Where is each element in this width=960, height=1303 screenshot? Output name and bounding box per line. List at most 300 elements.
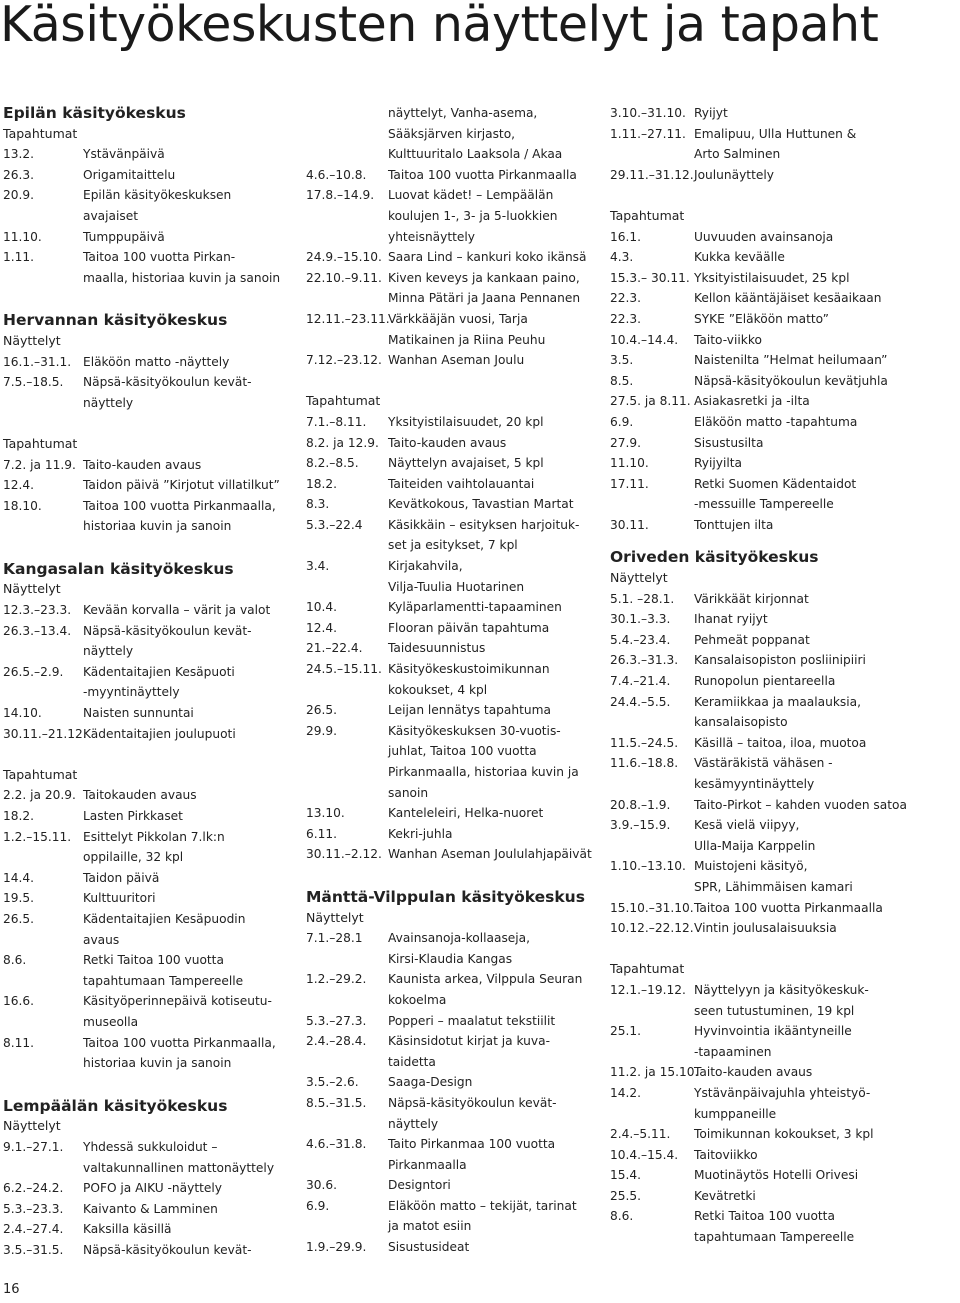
event-description: Ryijyilta xyxy=(694,456,743,471)
event-date: 11.10. xyxy=(3,229,42,244)
event-date: 30.11. xyxy=(610,517,649,532)
event-row xyxy=(306,268,598,309)
event-row xyxy=(610,1021,910,1062)
event-row xyxy=(610,412,910,433)
event-date: 26.5.–2.9. xyxy=(3,664,64,679)
event-description: Esittelyt Pikkolan 7.lk:n oppilaille, 32 kpl xyxy=(83,829,225,865)
event-row xyxy=(3,1219,293,1240)
event-description: Asiakasretki ja -ilta xyxy=(694,394,810,409)
event-date: 8.5.–31.5. xyxy=(306,1095,367,1110)
event-date: 3.5. xyxy=(610,353,634,368)
event-row xyxy=(610,1062,910,1083)
page-number: 16 xyxy=(3,1282,20,1297)
event-date: 13.2. xyxy=(3,147,35,162)
event-date: 12.4. xyxy=(306,620,338,635)
event-row xyxy=(610,268,910,289)
event-description: Käsikkäin – esityksen harjoituk- set ja esitykset, 7 kpl xyxy=(388,517,580,553)
subsection-label: Tapahtumat xyxy=(610,207,685,223)
event-date: 30.11.–21.12. xyxy=(3,726,87,741)
event-row xyxy=(3,785,293,806)
event-row xyxy=(3,185,293,226)
event-date: 27.5. ja 8.11. xyxy=(610,394,691,409)
event-row xyxy=(306,1134,598,1175)
event-description: Epilän käsityökeskuksen avajaiset xyxy=(83,188,232,223)
event-description: Kukka keväälle xyxy=(694,250,785,265)
event-row xyxy=(3,372,293,413)
event-row xyxy=(3,352,293,373)
event-row xyxy=(610,288,910,309)
page-title: Käsityökeskusten näyttelyt ja tapaht xyxy=(0,0,879,53)
event-date: 10.12.–22.12. xyxy=(610,921,694,936)
section-title: Lempäälän käsityökeskus xyxy=(3,1096,228,1115)
column-2 xyxy=(306,103,598,1258)
event-description: Taito-kauden avaus xyxy=(83,457,202,472)
event-row xyxy=(306,700,598,721)
event-date: 11.2. ja 15.10. xyxy=(610,1065,699,1080)
event-date: 5.3.–27.3. xyxy=(306,1013,367,1028)
event-row xyxy=(306,412,598,433)
event-description: Taitoa 100 vuotta Pirkanmaalla, historiaa kuvin ja sanoin xyxy=(83,1035,276,1071)
event-description: Näpsä-käsityökoulun kevät- näyttely xyxy=(388,1095,557,1131)
event-description: Toimikunnan kokoukset, 3 kpl xyxy=(694,1127,874,1142)
event-description: Käsityökeskustoimikunnan kokoukset, 4 kpl xyxy=(388,662,550,697)
subsection-label: Näyttelyt xyxy=(306,909,364,925)
event-row xyxy=(3,991,293,1032)
event-description: Näpsä-käsityökoulun kevät- näyttely xyxy=(83,623,252,659)
event-description: Saara Lind – kankuri koko ikänsä xyxy=(388,250,587,265)
event-date: 5.3.–22.4 xyxy=(306,517,363,532)
event-description: Kiven keveys ja kankaan paino, Minna Pätäri ja Jaana Pennanen xyxy=(388,270,581,306)
event-description: Näyttelyyn ja käsityökeskuk- seen tutustuminen, 19 kpl xyxy=(694,982,869,1018)
event-description: Pehmeät poppanat xyxy=(694,632,810,647)
event-description: Retki Taitoa 100 vuotta tapahtumaan Tampereelle xyxy=(694,1209,855,1245)
event-date: 29.11.–31.12. xyxy=(610,167,694,182)
event-row xyxy=(3,1178,293,1199)
event-row xyxy=(3,868,293,889)
event-date: 29.9. xyxy=(306,723,338,738)
event-row xyxy=(610,1124,910,1145)
event-description: Emalipuu, Ulla Huttunen & Arto Salminen xyxy=(694,126,857,162)
event-row xyxy=(610,391,910,412)
event-date: 2.2. ja 20.9. xyxy=(3,788,76,803)
event-date: 8.6. xyxy=(3,953,27,968)
event-description: Taito-viikko xyxy=(694,332,762,347)
event-description: Kaunista arkea, Vilppula Seuran kokoelma xyxy=(388,972,583,1007)
event-description: Käsillä – taitoa, iloa, muotoa xyxy=(694,735,867,750)
event-date: 24.5.–15.11. xyxy=(306,662,382,677)
event-description: Taiteiden vaihtolauantai xyxy=(388,476,535,491)
event-description: Tumppupäivä xyxy=(83,229,165,244)
section-title: Kangasalan käsityökeskus xyxy=(3,559,234,578)
event-description: Taitoa 100 vuotta Pirkanmaalla xyxy=(388,167,577,182)
event-description: Taitoviikko xyxy=(694,1147,758,1162)
event-row xyxy=(3,827,293,868)
event-row xyxy=(306,824,598,845)
event-date: 26.5. xyxy=(306,703,338,718)
event-description: Kädentaitajien Kesäpuodin avaus xyxy=(83,911,246,947)
event-date: 8.5. xyxy=(610,373,634,388)
event-row xyxy=(306,1175,598,1196)
event-row xyxy=(3,724,293,745)
event-row xyxy=(610,589,910,610)
event-description: Yhdessä sukkuloidut – valtakunnallinen mattonäyttely xyxy=(83,1139,275,1175)
subsection-label: Näyttelyt xyxy=(3,581,61,597)
event-description: Avainsanoja-kollaaseja, Kirsi-Klaudia Kangas xyxy=(388,931,531,966)
event-row xyxy=(306,165,598,186)
event-date: 3.10.–31.10. xyxy=(610,106,686,120)
event-description: Kevään korvalla – värit ja valot xyxy=(83,603,271,618)
event-description: Muotinäytös Hotelli Orivesi xyxy=(694,1168,859,1183)
event-row xyxy=(610,1083,910,1124)
event-row xyxy=(610,650,910,671)
event-row xyxy=(306,1196,598,1237)
event-date: 17.11. xyxy=(610,476,649,491)
event-description: näyttelyt, Vanha-asema, Sääksjärven kirjasto, Kulttuuritalo Laaksola / Akaa xyxy=(388,106,563,162)
event-row xyxy=(3,600,293,621)
event-date: 14.10. xyxy=(3,706,42,721)
event-date: 26.3.–31.3. xyxy=(610,653,679,668)
event-date: 1.11.–27.11. xyxy=(610,126,686,141)
event-date: 14.4. xyxy=(3,870,35,885)
event-row xyxy=(3,950,293,991)
event-date: 7.12.–23.12. xyxy=(306,353,382,368)
event-description: Tonttujen ilta xyxy=(694,517,774,532)
event-row xyxy=(3,475,293,496)
event-date: 10.4.–14.4. xyxy=(610,332,679,347)
event-description: Näpsä-käsityökoulun kevät- näyttely xyxy=(83,375,252,410)
event-date: 15.4. xyxy=(610,1168,642,1183)
event-date: 10.4. xyxy=(306,600,338,615)
event-description: Ystävänpäivajuhla yhteistyö- kumppaneille xyxy=(694,1085,871,1121)
event-row xyxy=(610,474,910,515)
event-date: 22.10.–9.11. xyxy=(306,270,382,285)
event-row xyxy=(610,1165,910,1186)
event-date: 30.6. xyxy=(306,1178,338,1193)
event-description: Kaivanto & Lamminen xyxy=(83,1201,218,1216)
event-row xyxy=(3,909,293,950)
event-date: 6.2.–24.2. xyxy=(3,1181,64,1196)
event-description: Retki Taitoa 100 vuotta tapahtumaan Tampereelle xyxy=(83,953,244,988)
event-description: Wanhan Aseman Joulu xyxy=(388,353,525,368)
event-description: Saaga-Design xyxy=(388,1075,473,1090)
event-date: 5.1. –28.1. xyxy=(610,591,675,606)
event-row xyxy=(3,247,293,288)
event-row xyxy=(306,618,598,639)
event-date: 20.8.–1.9. xyxy=(610,797,671,812)
event-description: Kekri-juhla xyxy=(388,826,453,841)
event-row xyxy=(3,144,293,165)
event-row xyxy=(306,1237,598,1258)
event-date: 3.5.–31.5. xyxy=(3,1242,64,1257)
event-description: Värkkääjän vuosi, Tarja Matikainen ja Riina Peuhu xyxy=(388,311,546,347)
event-row xyxy=(306,247,598,268)
event-description: Käsityökeskuksen 30-vuotis- juhlat, Taitoa 100 vuotta Pirkanmaalla, historiaa kuvin ja sanoin xyxy=(388,723,579,800)
event-row xyxy=(306,1031,598,1072)
event-description: Taidon päivä ”Kirjotut villatilkut” xyxy=(83,478,280,493)
subsection-label: Tapahtumat xyxy=(610,961,685,977)
event-row xyxy=(610,1186,910,1207)
event-row xyxy=(306,1093,598,1134)
event-date: 8.2. ja 12.9. xyxy=(306,435,379,450)
event-description: Sisustusilta xyxy=(694,435,764,450)
event-description: Ryijyt xyxy=(694,106,728,120)
event-row xyxy=(306,1011,598,1032)
event-description: Taito-Pirkot – kahden vuoden satoa xyxy=(694,797,907,812)
event-date: 8.3. xyxy=(306,497,330,512)
event-date: 5.4.–23.4. xyxy=(610,632,671,647)
event-row xyxy=(306,350,598,371)
event-row xyxy=(3,1199,293,1220)
event-date xyxy=(306,103,388,165)
event-date: 19.5. xyxy=(3,891,35,906)
event-row xyxy=(3,1033,293,1074)
event-date: 24.4.–5.5. xyxy=(610,694,671,709)
event-date: 17.8.–14.9. xyxy=(306,188,375,203)
event-date: 2.4.–28.4. xyxy=(306,1034,367,1049)
event-date: 13.10. xyxy=(306,806,345,821)
event-description: Popperi – maalatut tekstiilit xyxy=(388,1013,556,1028)
event-description: Lasten Pirkkaset xyxy=(83,809,183,823)
event-description: Leijan lennätys tapahtuma xyxy=(388,703,551,718)
event-row xyxy=(3,621,293,662)
event-description: Käsityöperinnepäivä kotiseutu- museolla xyxy=(83,994,272,1029)
column-1 xyxy=(3,103,293,1260)
event-date: 4.6.–31.8. xyxy=(306,1137,367,1152)
event-row xyxy=(610,515,910,536)
event-description: Joulunäyttely xyxy=(694,167,774,182)
event-description: POFO ja AIKU -näyttely xyxy=(83,1181,222,1196)
event-description: Sisustusideat xyxy=(388,1240,470,1255)
event-description: Ihanat ryijyt xyxy=(694,612,768,627)
event-row xyxy=(610,371,910,392)
event-description: Taidesuunnistus xyxy=(388,641,486,656)
event-date: 12.1.–19.12. xyxy=(610,982,686,997)
event-row xyxy=(3,227,293,248)
event-date: 16.1. xyxy=(610,229,642,244)
event-description: Kellon kääntäjäiset kesäaikaan xyxy=(694,291,882,306)
event-date: 7.5.–18.5. xyxy=(3,375,64,390)
event-date: 22.3. xyxy=(610,311,642,326)
event-description: Kulttuuritori xyxy=(83,891,156,906)
event-description: Kevätkokous, Tavastian Martat xyxy=(388,497,574,512)
event-row xyxy=(306,556,598,597)
event-row xyxy=(3,496,293,537)
event-description: Flooran päivän tapahtuma xyxy=(388,620,550,635)
event-description: Näpsä-käsityökoulun kevät- xyxy=(83,1242,252,1257)
event-row xyxy=(610,124,910,165)
event-description: Kädentaitajien joulupuoti xyxy=(83,726,236,741)
event-description: Kirjakahvila, Vilja-Tuulia Huotarinen xyxy=(388,559,525,594)
event-description: Näyttelyn avajaiset, 5 kpl xyxy=(388,456,544,471)
event-row xyxy=(610,630,910,651)
event-date: 15.10.–31.10. xyxy=(610,900,694,915)
event-row xyxy=(3,703,293,724)
event-date: 15.3.– 30.11. xyxy=(610,270,690,285)
event-date: 1.10.–13.10. xyxy=(610,859,686,874)
event-row xyxy=(610,918,910,939)
event-date: 2.4.–27.4. xyxy=(3,1222,64,1237)
event-description: Yksityistilaisuudet, 20 kpl xyxy=(388,414,544,429)
event-row xyxy=(610,856,910,897)
event-date: 21.–22.4. xyxy=(306,641,363,656)
event-description: Uuvuuden avainsanoja xyxy=(694,229,834,244)
event-row xyxy=(3,1240,293,1261)
event-date: 3.9.–15.9. xyxy=(610,818,671,833)
event-description: Kansalaisopiston posliinipiiri xyxy=(694,653,866,668)
event-row xyxy=(610,453,910,474)
event-date: 12.11.–23.11. xyxy=(306,311,390,326)
event-row xyxy=(3,662,293,703)
event-date: 3.5.–2.6. xyxy=(306,1075,359,1090)
event-description: Näpsä-käsityökoulun kevätjuhla xyxy=(694,373,888,388)
event-date: 11.10. xyxy=(610,456,649,471)
event-description: Eläköön matto – tekijät, tarinat ja matot esiin xyxy=(388,1198,577,1234)
event-date: 1.11. xyxy=(3,250,35,265)
event-row xyxy=(306,309,598,350)
event-date: 20.9. xyxy=(3,188,35,203)
event-date: 6.9. xyxy=(610,414,634,429)
event-description: Taitokauden avaus xyxy=(83,788,197,803)
event-description: Kanteleleiri, Helka-nuoret xyxy=(388,806,544,821)
event-date: 11.5.–24.5. xyxy=(610,735,679,750)
event-date: 11.6.–18.8. xyxy=(610,756,679,771)
event-date: 7.1.–8.11. xyxy=(306,414,367,429)
event-row xyxy=(610,433,910,454)
event-description: Taito Pirkanmaa 100 vuotta Pirkanmaalla xyxy=(388,1137,556,1172)
event-row xyxy=(3,806,293,827)
event-description: Keramiikkaa ja maalauksia, kansalaisopisto xyxy=(694,694,861,730)
event-description: Kyläparlamentti-tapaaminen xyxy=(388,600,562,615)
event-row xyxy=(610,1206,910,1247)
event-row xyxy=(610,103,910,124)
event-row xyxy=(610,692,910,733)
subsection-label: Näyttelyt xyxy=(3,1118,61,1134)
event-description: Taito-kauden avaus xyxy=(694,1065,813,1080)
event-date: 4.3. xyxy=(610,250,634,265)
event-description: Kevätretki xyxy=(694,1188,756,1203)
section-title: Epilän käsityökeskus xyxy=(3,104,186,122)
event-description: Hyvinvointia ikääntyneille -tapaaminen xyxy=(694,1024,852,1059)
event-row xyxy=(306,928,598,969)
event-date: 16.1.–31.1. xyxy=(3,354,72,369)
subsection-label: Tapahtumat xyxy=(3,766,78,782)
event-description: Origamitaittelu xyxy=(83,167,176,182)
event-date: 10.4.–15.4. xyxy=(610,1147,679,1162)
event-row xyxy=(610,1145,910,1166)
event-row xyxy=(3,888,293,909)
event-date: 26.3.–13.4. xyxy=(3,623,72,638)
event-row xyxy=(3,165,293,186)
event-date: 18.10. xyxy=(3,498,42,513)
event-row xyxy=(306,1072,598,1093)
event-row xyxy=(306,103,598,165)
event-description: Taitoa 100 vuotta Pirkanmaalla, historiaa kuvin ja sanoin xyxy=(83,498,276,534)
event-row xyxy=(306,969,598,1010)
event-date: 8.6. xyxy=(610,1209,634,1224)
event-description: Muistojeni käsityö, SPR, Lähimmäisen kamari xyxy=(694,859,853,894)
event-row xyxy=(306,721,598,803)
event-date: 7.4.–21.4. xyxy=(610,674,671,689)
event-row xyxy=(610,330,910,351)
event-date: 25.5. xyxy=(610,1188,642,1203)
event-description: Vintin joulusalaisuuksia xyxy=(694,921,837,936)
event-row xyxy=(610,309,910,330)
event-row xyxy=(610,671,910,692)
event-date: 26.3. xyxy=(3,167,35,182)
event-date: 4.6.–10.8. xyxy=(306,167,367,182)
event-row xyxy=(610,815,910,856)
event-date: 25.1. xyxy=(610,1024,642,1039)
event-description: Värikkäät kirjonnat xyxy=(694,591,809,606)
event-date: 6.11. xyxy=(306,826,338,841)
event-date: 9.1.–27.1. xyxy=(3,1139,64,1154)
event-row xyxy=(610,980,910,1021)
event-row xyxy=(610,609,910,630)
event-description: Wanhan Aseman Joululahjapäivät xyxy=(388,847,592,862)
subsection-label: Tapahtumat xyxy=(3,435,78,451)
event-date: 1.2.–15.11. xyxy=(3,829,72,844)
event-description: Kädentaitajien Kesäpuoti -myyntinäyttely xyxy=(83,664,235,700)
column-3 xyxy=(610,103,910,1248)
event-description: Runopolun pientareella xyxy=(694,674,836,689)
event-date: 12.4. xyxy=(3,478,35,493)
event-description: Kaksilla käsillä xyxy=(83,1222,172,1237)
event-description: Taitoa 100 vuotta Pirkanmaalla xyxy=(694,900,883,915)
event-date: 3.4. xyxy=(306,559,330,574)
section-title: Hervannan käsityökeskus xyxy=(3,311,228,330)
event-description: Designtori xyxy=(388,1178,451,1193)
event-row xyxy=(306,659,598,700)
event-row xyxy=(306,185,598,247)
event-date: 7.2. ja 11.9. xyxy=(3,457,76,472)
event-description: Taidon päivä xyxy=(83,870,160,885)
event-date: 1.2.–29.2. xyxy=(306,972,367,987)
event-date: 2.4.–5.11. xyxy=(610,1127,671,1142)
event-date: 26.5. xyxy=(3,911,35,926)
event-description: Ystävänpäivä xyxy=(83,147,165,162)
event-date: 5.3.–23.3. xyxy=(3,1201,64,1216)
event-row xyxy=(306,638,598,659)
event-row xyxy=(610,165,910,186)
event-date: 8.11. xyxy=(3,1035,35,1050)
event-description: Eläköön matto -tapahtuma xyxy=(694,414,858,429)
event-row xyxy=(610,350,910,371)
subsection-label: Tapahtumat xyxy=(306,393,381,409)
event-row xyxy=(3,455,293,476)
event-row xyxy=(306,474,598,495)
event-date: 1.9.–29.9. xyxy=(306,1240,367,1255)
event-row xyxy=(610,753,910,794)
subsection-label: Näyttelyt xyxy=(610,570,668,586)
event-description: Kesä vielä viipyy, Ulla-Maija Karppelin xyxy=(694,818,816,853)
event-description: Taitoa 100 vuotta Pirkan- maalla, historiaa kuvin ja sanoin xyxy=(83,250,281,285)
event-date: 6.9. xyxy=(306,1198,330,1213)
event-description: Naisten sunnuntai xyxy=(83,706,194,721)
event-description: Retki Suomen Kädentaidot -messuille Tampereelle xyxy=(694,476,857,512)
event-row xyxy=(610,733,910,754)
event-description: Luovat kädet! – Lempäälän koulujen 1-, 3- ja 5-luokkien yhteisnäyttely xyxy=(388,188,558,244)
event-date: 27.9. xyxy=(610,435,642,450)
event-row xyxy=(306,433,598,454)
event-row xyxy=(306,453,598,474)
subsection-label: Tapahtumat xyxy=(3,125,78,141)
event-row xyxy=(610,898,910,919)
event-description: Naistenilta ”Helmat heilumaan” xyxy=(694,353,888,368)
event-date: 12.3.–23.3. xyxy=(3,603,72,618)
event-row xyxy=(306,844,598,865)
event-description: Eläköön matto -näyttely xyxy=(83,354,230,369)
event-date: 30.1.–3.3. xyxy=(610,612,671,627)
